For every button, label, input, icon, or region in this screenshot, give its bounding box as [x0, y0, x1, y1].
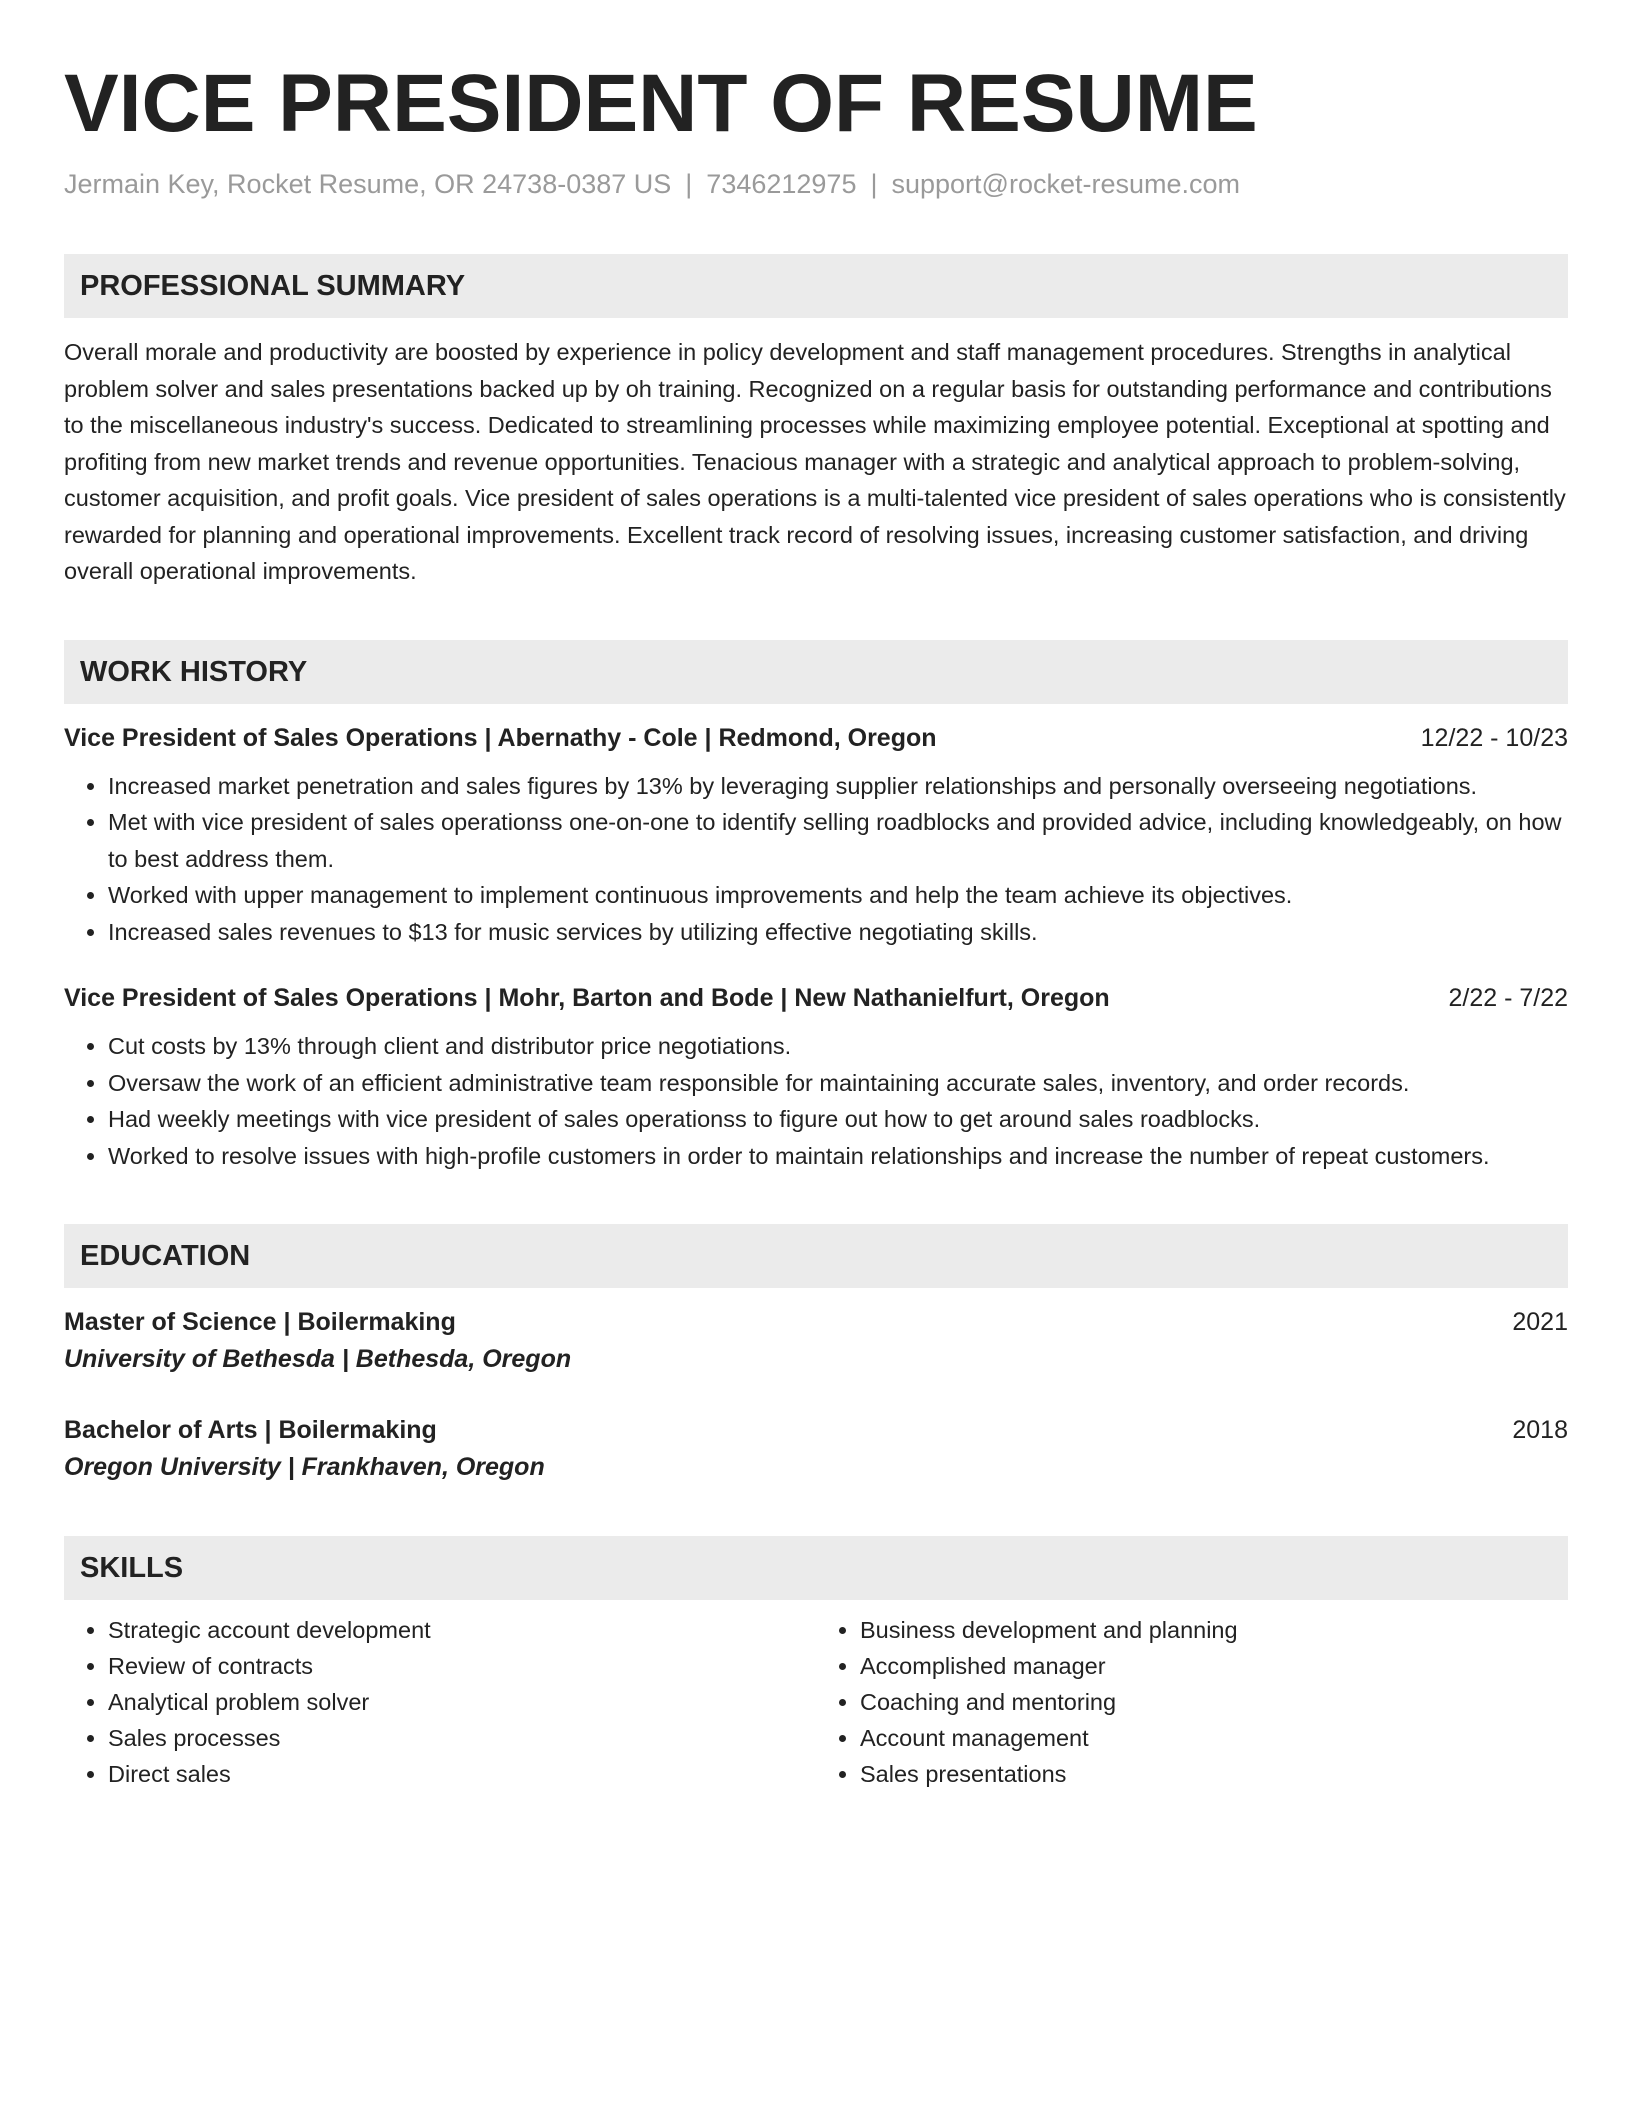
job-bullet: • Worked to resolve issues with high-profile customers in order to maintain relationships and increase the number of repeat customers. [108, 1138, 1568, 1175]
job-title: Vice President of Sales Operations | Abernathy - Cole | Redmond, Oregon [64, 723, 937, 752]
skill-item: • Strategic account development [108, 1612, 816, 1648]
section-header-skills: SKILLS [64, 1536, 1568, 1600]
education-entry [64, 1304, 1568, 1378]
job-entry [64, 720, 1568, 951]
skill-item: • Review of contracts [108, 1648, 816, 1684]
job-header [64, 980, 1568, 1016]
contact-line [64, 166, 1568, 202]
skill-item: • Sales processes [108, 1720, 816, 1756]
section-header-summary: PROFESSIONAL SUMMARY [64, 254, 1568, 318]
skills-list [64, 1612, 1568, 1792]
job-title: Vice President of Sales Operations | Mohr, Barton and Bode | New Nathanielfurt, Oregon [64, 984, 1110, 1012]
section-header-work-history: WORK HISTORY [64, 640, 1568, 704]
contact-separator: | [870, 169, 878, 199]
job-bullet: • Had weekly meetings with vice president of sales operationss to figure out how to get around sales roadblocks. [108, 1101, 1568, 1138]
skill-item: • Direct sales [108, 1756, 816, 1792]
job-bullet: • Met with vice president of sales operationss one-on-one to identify selling roadblocks and provided advice, including knowledgeably, on how to best address them. [108, 804, 1568, 877]
job-entry [64, 980, 1568, 1174]
skill-item: • Analytical problem solver [108, 1684, 816, 1720]
skill-item: • Sales presentations [860, 1756, 1568, 1792]
skills-column-right [816, 1612, 1568, 1792]
job-bullet: • Cut costs by 13% through client and distributor price negotiations. [108, 1028, 1568, 1065]
job-bullets [64, 1028, 1568, 1174]
resume-name-heading: VICE PRESIDENT OF RESUME [64, 58, 1258, 149]
education-header [64, 1412, 1568, 1448]
job-bullet: • Oversaw the work of an efficient administrative team responsible for maintaining accurate sales, inventory, and order records. [108, 1065, 1568, 1102]
summary-text: Overall morale and productivity are boosted by experience in policy development and staff management procedures. Strengths in analytical problem solver and sales presentations backed up by oh training. Recognized on a regular basis for outstanding performance and contributions to the miscellaneous industry's success. Dedicated to streamlining processes while maximizing employee potential. Exceptional at spotting and profiting from new market trends and revenue opportunities. Tenacious manager with a strategic and analytical approach to problem-solving, customer acquisition, and profit goals. Vice president of sales operations is a multi-talented vice president of sales operations who is consistently rewarded for planning and operational improvements. Excellent track record of resolving issues, increasing customer satisfaction, and driving overall operational improvements. [64, 339, 1566, 584]
skill-item: • Coaching and mentoring [860, 1684, 1568, 1720]
education-header [64, 1304, 1568, 1340]
skill-item: • Account management [860, 1720, 1568, 1756]
education-year: 2021 [1512, 1308, 1568, 1336]
job-dates: 12/22 - 10/23 [1420, 723, 1568, 752]
job-bullets [64, 768, 1568, 951]
contact-phone: 7346212975 [706, 169, 857, 199]
contact-address: Jermain Key, Rocket Resume, OR 24738-0387 US [64, 169, 672, 199]
education-entry [64, 1412, 1568, 1486]
job-bullet: • Increased sales revenues to $13 for music services by utilizing effective negotiating skills. [108, 914, 1568, 951]
education-degree: Master of Science | Boilermaking [64, 1308, 456, 1336]
education-degree: Bachelor of Arts | Boilermaking [64, 1416, 437, 1444]
job-bullet: • Worked with upper management to implement continuous improvements and help the team achieve its objectives. [108, 877, 1568, 914]
job-header [64, 720, 1568, 756]
skill-item: • Accomplished manager [860, 1648, 1568, 1684]
job-bullet: • Increased market penetration and sales figures by 13% by leveraging supplier relationships and personally overseeing negotiations. [108, 768, 1568, 805]
education-school: Oregon University | Frankhaven, Oregon [64, 1453, 545, 1481]
contact-email: support@rocket-resume.com [891, 169, 1241, 199]
contact-separator: | [685, 169, 693, 199]
skills-column-left [64, 1612, 816, 1792]
education-school: University of Bethesda | Bethesda, Oregon [64, 1345, 572, 1373]
skill-item: • Business development and planning [860, 1612, 1568, 1648]
job-dates: 2/22 - 7/22 [1448, 984, 1568, 1012]
section-header-education: EDUCATION [64, 1224, 1568, 1288]
education-year: 2018 [1512, 1416, 1568, 1444]
